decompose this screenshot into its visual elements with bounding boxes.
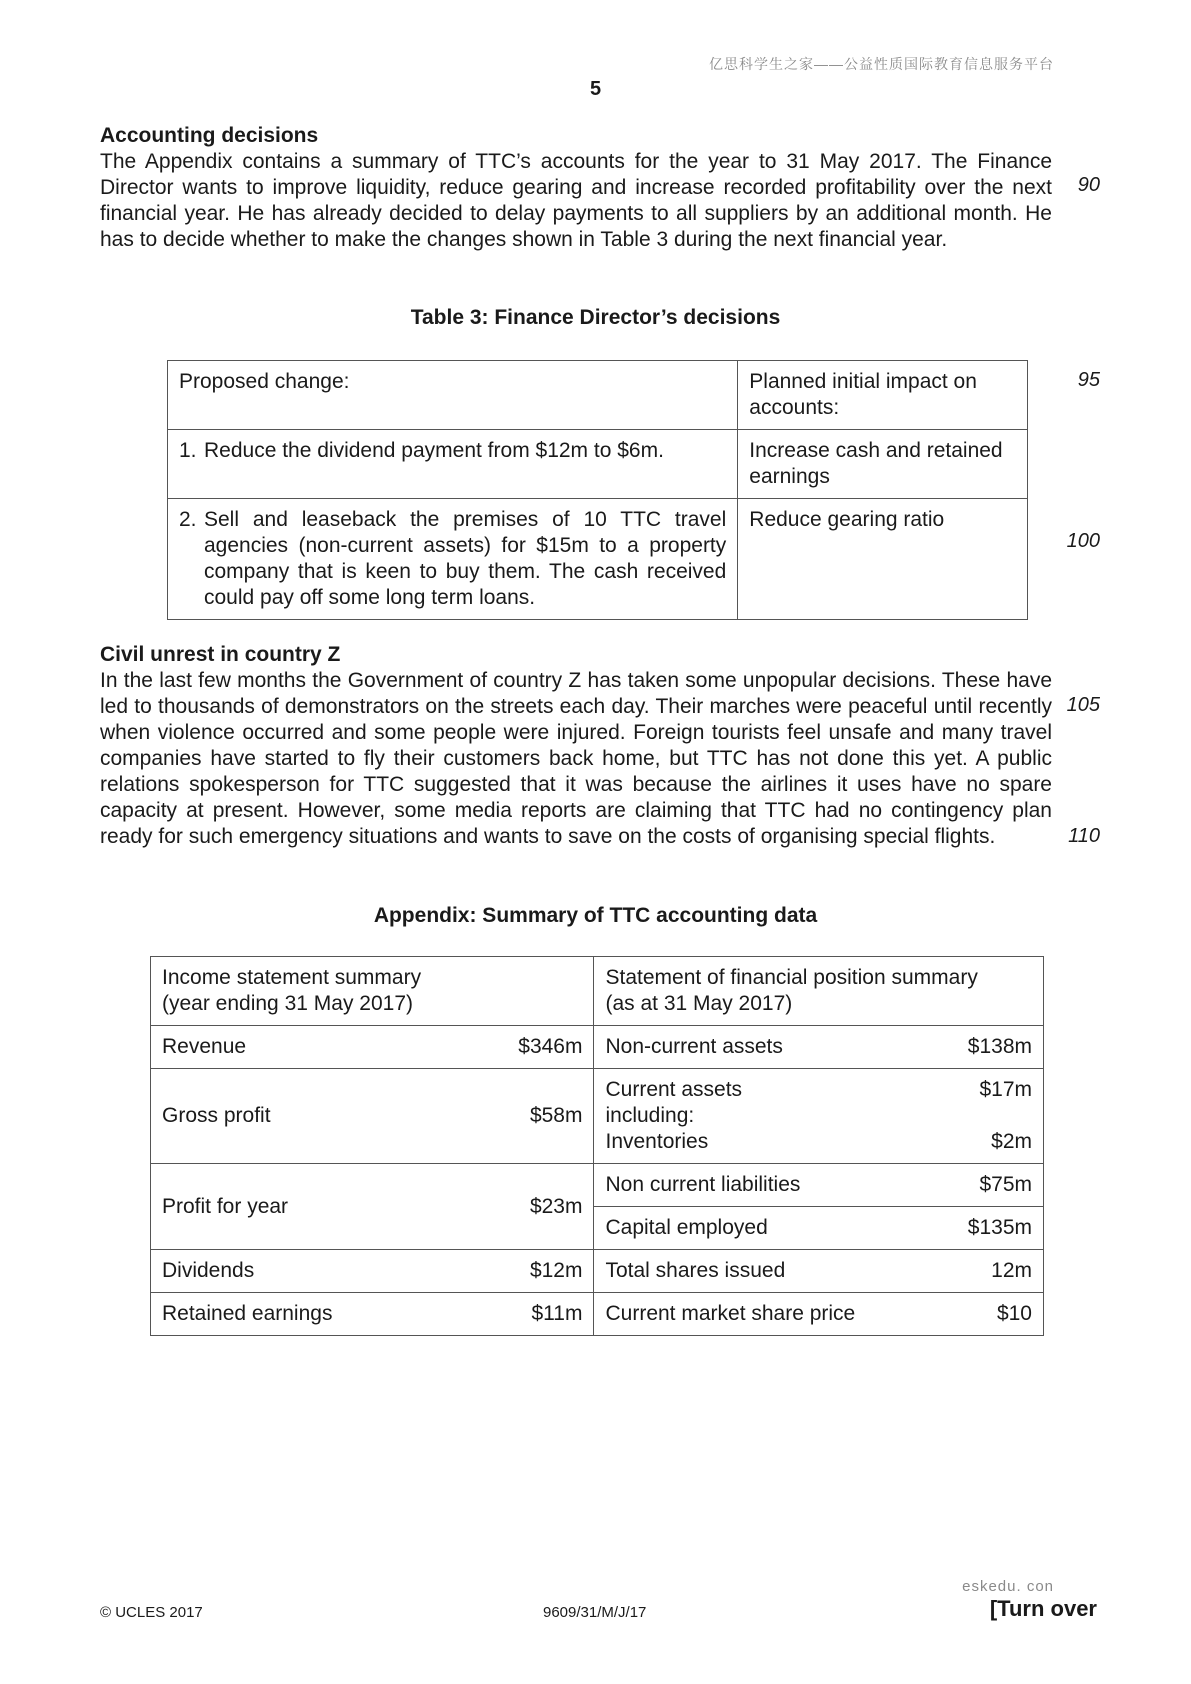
non-current-assets-label: Non-current assets — [605, 1035, 783, 1058]
paper-code: 9609/31/M/J/17 — [543, 1604, 647, 1621]
table-header-cell: Planned initial impact on accounts: — [738, 361, 1028, 430]
gross-profit-label: Gross profit — [162, 1104, 271, 1127]
financial-position-header — [594, 957, 1044, 1026]
retained-earnings-label: Retained earnings — [162, 1302, 333, 1325]
position-header-line2: (as at 31 May 2017) — [605, 992, 793, 1015]
capital-employed-value: $135m — [967, 1216, 1032, 1239]
table-row — [168, 430, 1028, 499]
dividends-value: $12m — [529, 1259, 583, 1282]
table-cell — [594, 1207, 1044, 1250]
table-cell — [594, 1026, 1044, 1069]
table-cell — [151, 1026, 594, 1069]
position-header-line1: Statement of financial position summary — [605, 966, 978, 989]
table-cell — [151, 1069, 594, 1164]
table-cell — [594, 1069, 1044, 1164]
line-number-100: 100 — [1066, 530, 1100, 552]
accounting-decisions-section — [100, 123, 1052, 253]
table-cell — [594, 1250, 1044, 1293]
table-cell — [168, 499, 738, 620]
line-number-95: 95 — [1077, 369, 1100, 391]
table-header-cell: Proposed change: — [168, 361, 738, 430]
table-row — [168, 361, 1028, 430]
item-number: 1. — [179, 439, 197, 462]
line-number-90: 90 — [1077, 174, 1100, 196]
revenue-label: Revenue — [162, 1035, 247, 1058]
total-shares-label: Total shares issued — [605, 1259, 786, 1282]
header-watermark: 亿思科学生之家——公益性质国际教育信息服务平台 — [709, 56, 1054, 72]
share-price-label: Current market share price — [605, 1302, 856, 1325]
inventories-value: $2m — [991, 1130, 1032, 1153]
page-number: 5 — [589, 78, 602, 100]
revenue-value: $346m — [518, 1035, 583, 1058]
line-number-105: 105 — [1066, 694, 1100, 716]
table-cell — [151, 1164, 594, 1250]
current-assets-including: including: — [605, 1104, 695, 1127]
table3-title: Table 3: Finance Director’s decisions — [410, 306, 781, 329]
footer-watermark: eskedu. con — [962, 1578, 1054, 1595]
inventories-label: Inventories — [605, 1130, 709, 1153]
current-assets-label: Current assets — [605, 1078, 743, 1101]
table-cell: Reduce gearing ratio — [738, 499, 1028, 620]
table-row — [151, 1250, 1044, 1293]
civil-unrest-heading: Civil unrest in country Z — [100, 643, 341, 666]
table-cell — [168, 430, 738, 499]
profit-for-year-label: Profit for year — [162, 1194, 289, 1218]
turn-over: [Turn over — [989, 1596, 1097, 1621]
table-row — [151, 957, 1044, 1026]
table-row — [151, 1164, 1044, 1207]
dividends-label: Dividends — [162, 1259, 255, 1282]
profit-for-year-value: $23m — [529, 1194, 583, 1218]
income-statement-header — [151, 957, 594, 1026]
finance-decisions-table — [167, 360, 1028, 620]
table-cell — [151, 1293, 594, 1336]
gross-profit-value: $58m — [529, 1104, 583, 1127]
non-current-assets-value: $138m — [967, 1035, 1032, 1058]
retained-earnings-value: $11m — [531, 1302, 583, 1325]
current-assets-value: $17m — [979, 1078, 1032, 1101]
share-price-value: $10 — [996, 1302, 1032, 1325]
table-row — [151, 1069, 1044, 1164]
proposed-change-text: Reduce the dividend payment from $12m to $6m. — [204, 439, 664, 462]
proposed-change-text: Sell and leaseback the premises of 10 TTC travel agencies (non-current assets) for $15m to a property company that is keen to buy them. The cash received could pay off some long term loans. — [204, 508, 727, 609]
table-cell — [594, 1293, 1044, 1336]
appendix-title: Appendix: Summary of TTC accounting data — [373, 904, 818, 927]
non-current-liabilities-value: $75m — [979, 1173, 1032, 1196]
line-number-110: 110 — [1068, 825, 1100, 847]
table-cell — [151, 1250, 594, 1293]
copyright: © UCLES 2017 — [100, 1604, 203, 1621]
capital-employed-label: Capital employed — [605, 1216, 768, 1239]
accounting-decisions-heading: Accounting decisions — [100, 124, 319, 147]
accounting-decisions-paragraph: The Appendix contains a summary of TTC’s accounts for the year to 31 May 2017. The Finance Director wants to improve liquidity, reduce gearing and increase recorded profitability over the next financial year. He has already decided to delay payments to all suppliers by an additional month. He has to decide whether to make the changes shown in Table 3 during the next financial year. — [100, 150, 1052, 251]
total-shares-value: 12m — [991, 1259, 1032, 1282]
civil-unrest-section — [100, 642, 1052, 850]
accounting-data-table — [150, 956, 1044, 1336]
item-number: 2. — [179, 508, 197, 531]
table-cell — [594, 1164, 1044, 1207]
non-current-liabilities-label: Non current liabilities — [605, 1173, 801, 1196]
civil-unrest-paragraph: In the last few months the Government of country Z has taken some unpopular decisions. These have led to thousands of demonstrators on the streets each day. Their marches were peaceful until recently when violence occurred and some people were injured. Foreign tourists feel unsafe and many travel companies have started to fly their customers back home, but TTC has not done this yet. A public relations spokesperson for TTC suggested that it was because the airlines it uses have no spare capacity at present. However, some media reports are claiming that TTC had no contingency plan ready for such emergency situations and wants to save on the costs of organising special flights. — [100, 669, 1052, 848]
table-cell: Increase cash and retained earnings — [738, 430, 1028, 499]
income-header-line2: (year ending 31 May 2017) — [162, 992, 413, 1015]
table-row — [151, 1293, 1044, 1336]
table-row — [168, 499, 1028, 620]
income-header-line1: Income statement summary — [162, 966, 422, 989]
table-row — [151, 1026, 1044, 1069]
